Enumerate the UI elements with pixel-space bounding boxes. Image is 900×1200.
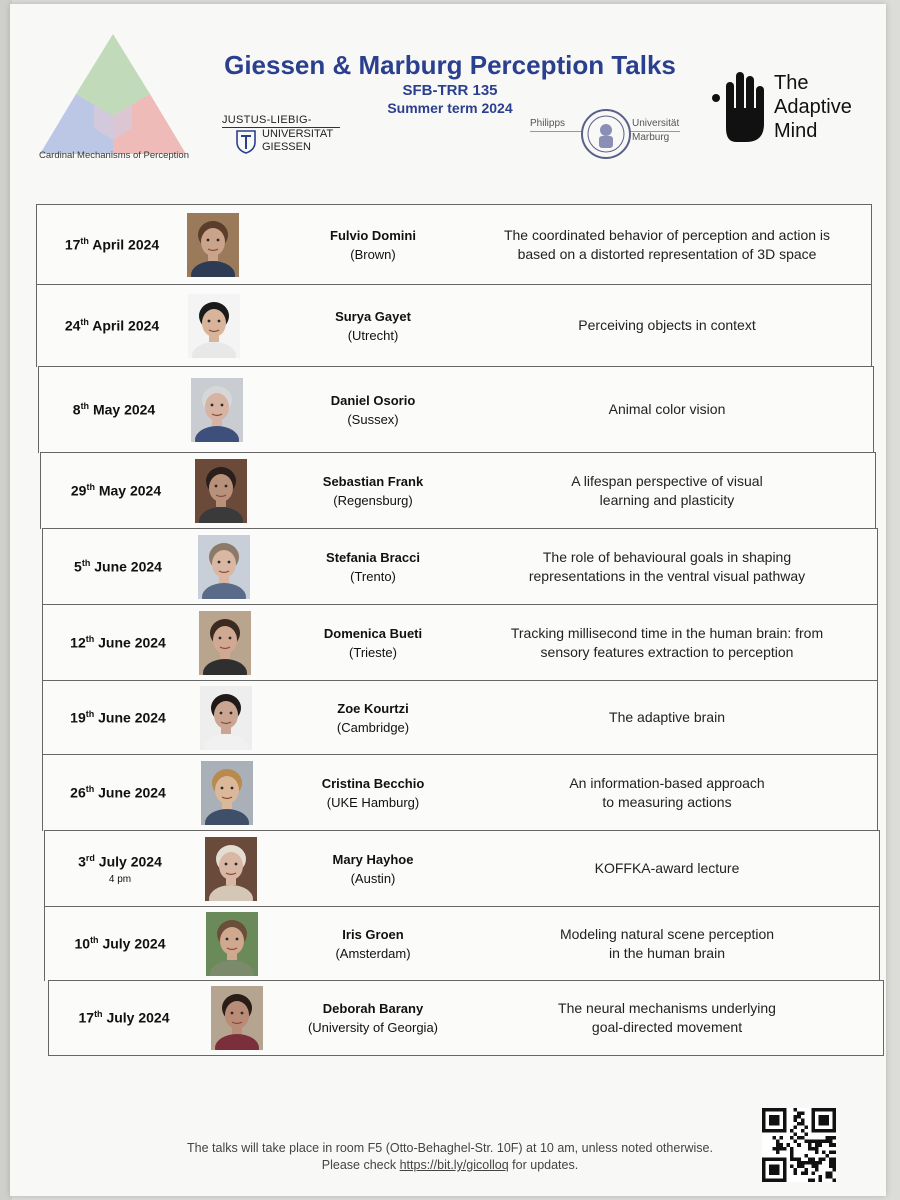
- talk-title: [467, 400, 867, 419]
- marburg-right-text1: Universität: [632, 118, 680, 129]
- talk-date-month: June 2024: [90, 558, 162, 575]
- talk-title: [467, 226, 867, 264]
- cardinal-mechanisms-logo: [38, 30, 188, 165]
- talk-title-line2: to measuring actions: [602, 794, 732, 810]
- speaker-name: Zoe Kourtzi: [337, 701, 409, 716]
- table-row: [44, 906, 880, 981]
- talk-time-note: 4 pm: [108, 873, 132, 885]
- table-row: [44, 830, 880, 907]
- talk-date-day: 24: [64, 317, 81, 334]
- speaker-info: [273, 699, 473, 737]
- talk-date: [37, 236, 187, 253]
- talk-date-day: 5: [74, 558, 82, 575]
- talk-date: [39, 401, 189, 418]
- marburg-logo: [530, 104, 690, 164]
- talk-title-line1: KOFFKA-award lecture: [594, 860, 740, 876]
- talk-date-month: July 2024: [94, 853, 162, 870]
- jlu-giessen-logo: [216, 114, 346, 158]
- talk-date-day: 26: [70, 784, 86, 801]
- jlu-emblem-icon: [236, 130, 256, 154]
- talk-date: [37, 317, 187, 334]
- talk-date-day: 8: [72, 401, 81, 418]
- logo-caption: Cardinal Mechanisms of Perception: [39, 150, 189, 161]
- talk-date: [49, 1009, 199, 1026]
- talk-title-line1: Tracking millisecond time in the human brain: from: [510, 625, 824, 641]
- talk-date: [41, 482, 191, 499]
- table-row: [40, 452, 876, 529]
- speaker-photo: [188, 294, 240, 358]
- speaker-name: Daniel Osorio: [330, 393, 416, 408]
- table-row: [36, 284, 872, 367]
- talk-date-suffix: th: [85, 784, 95, 794]
- speaker-name: Iris Groen: [342, 927, 404, 942]
- talk-title-line1: An information-based approach: [569, 775, 765, 791]
- speaker-affiliation: (Brown): [350, 247, 396, 262]
- marburg-seal-icon: [580, 108, 632, 160]
- jlu-line1: JUSTUS-LIEBIG-: [222, 114, 312, 126]
- poster: [10, 4, 886, 1196]
- talk-title-line2: sensory features extraction to perception: [540, 644, 794, 660]
- talk-date-month: May 2024: [94, 482, 162, 499]
- speaker-affiliation: (Cambridge): [336, 720, 410, 735]
- talk-date-suffix: th: [80, 401, 90, 411]
- jlu-line2: UNIVERSITAT: [262, 128, 334, 140]
- speaker-info: [273, 548, 473, 586]
- marburg-left-text: Philipps: [530, 118, 566, 129]
- speaker-affiliation: (Amsterdam): [335, 946, 411, 961]
- adaptive-line3: Mind: [774, 120, 818, 142]
- table-row: [48, 980, 884, 1056]
- adaptive-mind-logo: [710, 68, 880, 148]
- hand-icon: [710, 68, 770, 148]
- footer-note: [110, 1140, 790, 1174]
- talk-title-line2: in the human brain: [609, 945, 725, 961]
- speaker-photo: [199, 611, 251, 675]
- speaker-affiliation: (Sussex): [347, 412, 399, 427]
- speaker-photo: [198, 535, 250, 599]
- talk-date-day: 17: [78, 1009, 95, 1026]
- talk-date-day: 3: [78, 853, 86, 870]
- talk-title-line1: Modeling natural scene perception: [559, 926, 775, 942]
- talk-date-month: May 2024: [89, 401, 156, 418]
- speaker-info: [273, 624, 473, 662]
- poster-term: Summer term 2024: [387, 100, 513, 116]
- talk-title-line1: The neural mechanisms underlying: [558, 1000, 776, 1016]
- footer-line2-post: for updates.: [508, 1158, 579, 1172]
- talk-title-line1: The coordinated behavior of perception and action is: [503, 227, 831, 243]
- speaker-info: [273, 774, 473, 812]
- talk-date-day: 29: [70, 482, 87, 499]
- qr-code-icon[interactable]: [762, 1108, 836, 1182]
- speaker-info: [273, 307, 473, 345]
- talk-date-month: April 2024: [88, 236, 160, 253]
- talk-date-suffix: th: [80, 236, 89, 246]
- talk-title-line2: learning and plasticity: [599, 492, 735, 508]
- speaker-name: Mary Hayhoe: [332, 852, 414, 867]
- table-row: [42, 604, 878, 681]
- talk-date-day: 19: [70, 709, 86, 726]
- talk-title: [467, 708, 867, 727]
- footer-line2-pre: Please check: [321, 1158, 400, 1172]
- marburg-right-text2: Marburg: [632, 132, 670, 143]
- speaker-affiliation: (Trieste): [349, 645, 397, 660]
- talk-date-month: July 2024: [102, 1009, 170, 1026]
- speaker-name: Surya Gayet: [335, 309, 411, 324]
- speaker-name: Domenica Bueti: [323, 626, 423, 641]
- adaptive-line2: Adaptive: [774, 96, 852, 118]
- speaker-affiliation: (Utrecht): [347, 328, 399, 343]
- talk-date: [43, 634, 193, 651]
- speaker-photo: [200, 686, 252, 750]
- speaker-info: [273, 226, 473, 264]
- adaptive-line1: The: [774, 72, 809, 94]
- talk-date-suffix: th: [94, 1009, 103, 1019]
- talk-date: [45, 935, 195, 952]
- speaker-info: [273, 850, 473, 888]
- speaker-name: Stefania Bracci: [326, 550, 420, 565]
- talk-date-suffix: th: [85, 709, 95, 719]
- talk-title-line2: goal-directed movement: [591, 1019, 743, 1035]
- speaker-affiliation: (Regensburg): [333, 493, 413, 508]
- talk-title-line1: The role of behavioural goals in shaping: [542, 549, 792, 565]
- talk-date-month: June 2024: [94, 784, 166, 801]
- poster-subtitle: SFB-TRR 135: [402, 82, 498, 99]
- talk-date-day: 12: [70, 634, 86, 651]
- talk-title-line2: based on a distorted representation of 3D space: [517, 246, 817, 262]
- speaker-photo: [211, 986, 263, 1050]
- talk-title: [467, 316, 867, 335]
- talk-date-suffix: th: [86, 482, 95, 492]
- talk-date-suffix: th: [85, 634, 95, 644]
- talk-date: [43, 709, 193, 726]
- talk-title-line1: Animal color vision: [608, 401, 726, 417]
- speaker-photo: [187, 213, 239, 277]
- speaker-photo: [191, 378, 243, 442]
- table-row: [38, 366, 874, 453]
- talk-title: [467, 624, 867, 662]
- speaker-name: Sebastian Frank: [322, 474, 424, 489]
- table-row: [36, 204, 872, 285]
- talk-date: [43, 558, 193, 575]
- speaker-name: Cristina Becchio: [321, 776, 425, 791]
- speaker-photo: [205, 837, 257, 901]
- speaker-name: Deborah Barany: [322, 1001, 424, 1016]
- speaker-photo: [201, 761, 253, 825]
- speaker-affiliation: (Austin): [350, 871, 396, 886]
- talk-title: [467, 925, 867, 963]
- talk-title: [467, 999, 867, 1037]
- talk-title-line1: The adaptive brain: [609, 709, 725, 725]
- updates-link[interactable]: https://bit.ly/gicolloq: [399, 1158, 509, 1172]
- talk-date-month: June 2024: [94, 709, 166, 726]
- talk-date-month: June 2024: [94, 634, 166, 651]
- footer-line2: [110, 1157, 790, 1174]
- talk-title-line1: Perceiving objects in context: [578, 317, 756, 333]
- poster-title: Giessen & Marburg Perception Talks: [224, 50, 676, 80]
- talk-date-suffix: th: [81, 558, 91, 568]
- speaker-photo: [206, 912, 258, 976]
- speaker-photo: [195, 459, 247, 523]
- talk-date-suffix: th: [80, 317, 89, 327]
- talk-date-day: 17: [64, 236, 81, 253]
- table-row: [42, 754, 878, 831]
- speaker-affiliation: (UKE Hamburg): [326, 795, 420, 810]
- talk-date-day: 10: [74, 935, 91, 952]
- footer-line1: The talks will take place in room F5 (Otto-Behaghel-Str. 10F) at 10 am, unless noted otherwise.: [187, 1141, 713, 1155]
- talk-date: [45, 853, 195, 885]
- talk-date-suffix: rd: [85, 853, 95, 863]
- speaker-name: Fulvio Domini: [330, 228, 416, 243]
- talk-title-line2: representations in the ventral visual pathway: [528, 568, 806, 584]
- talk-title: [467, 859, 867, 878]
- talk-title: [467, 472, 867, 510]
- talk-title: [467, 774, 867, 812]
- speaker-affiliation: (University of Georgia): [307, 1020, 439, 1035]
- speaker-info: [273, 925, 473, 963]
- talk-date-month: July 2024: [98, 935, 166, 952]
- talk-title-line1: A lifespan perspective of visual: [571, 473, 763, 489]
- jlu-line3: GIESSEN: [262, 141, 311, 153]
- table-row: [42, 680, 878, 755]
- talk-title: [467, 548, 867, 586]
- speaker-affiliation: (Trento): [350, 569, 396, 584]
- table-row: [42, 528, 878, 605]
- talk-date-month: April 2024: [88, 317, 160, 334]
- talk-date: [43, 784, 193, 801]
- speaker-info: [273, 472, 473, 510]
- speaker-info: [273, 999, 473, 1037]
- speaker-info: [273, 391, 473, 429]
- talk-date-suffix: th: [90, 935, 99, 945]
